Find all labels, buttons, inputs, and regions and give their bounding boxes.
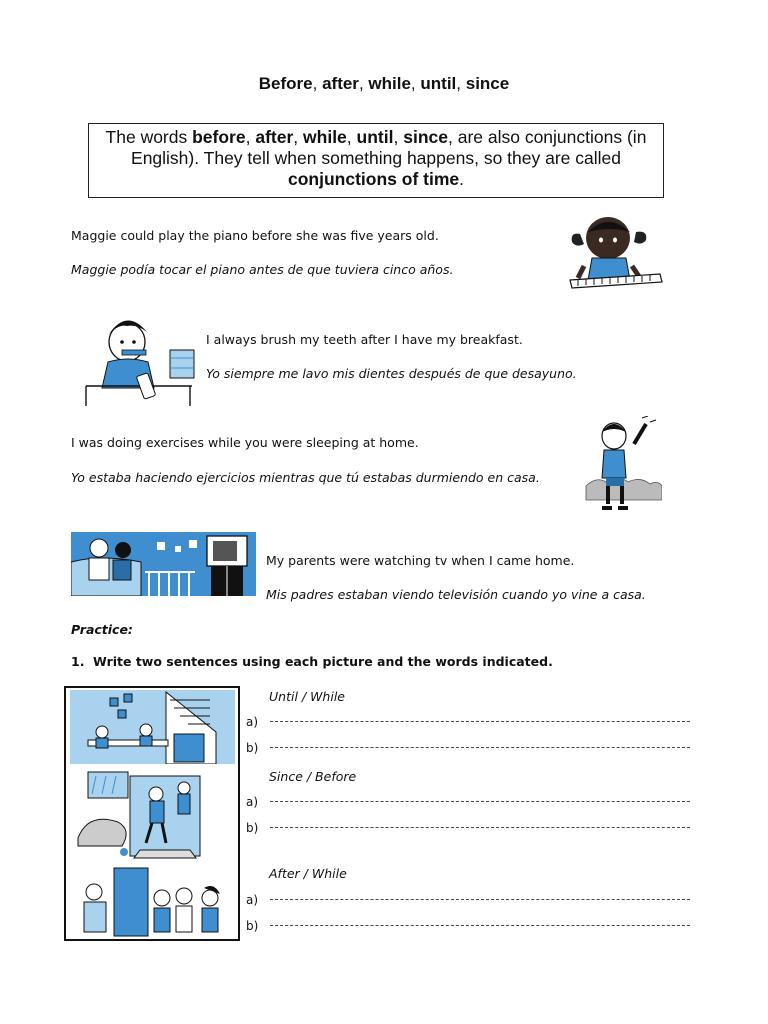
page-title [0, 74, 768, 94]
example-3-spanish: Yo estaba haciendo ejercicios mientras que tú estabas durmiendo en casa. [71, 470, 540, 485]
intro-word-while: while [303, 127, 347, 147]
title-word-until: until [420, 74, 457, 93]
exercise-1-b-letter: b) [246, 741, 259, 755]
title-word-before: Before [258, 74, 313, 93]
exercise-3-label: After / While [269, 866, 347, 881]
parents-watching-tv-illustration [71, 532, 256, 596]
kids-at-table-illustration [70, 690, 235, 764]
intro-comma: , [393, 127, 399, 147]
intro-word-before: before [192, 127, 246, 147]
practice-instruction-number: 1. [71, 654, 85, 669]
title-comma: , [410, 74, 416, 93]
boys-at-door-illustration [70, 768, 235, 862]
intro-word-after: after [255, 127, 294, 147]
exercise-3-a-answer-line[interactable] [270, 899, 690, 900]
exercise-3-b-answer-line[interactable] [270, 925, 690, 926]
girl-piano-illustration [566, 208, 664, 292]
intro-phrase-conjunctions-of-time: conjunctions of time [288, 169, 460, 189]
intro-comma: , [293, 127, 299, 147]
intro-comma: , [346, 127, 352, 147]
example-4-spanish: Mis padres estaban viendo televisión cuando yo vine a casa. [266, 587, 646, 602]
intro-text: , are also conjunctions (in English). They tell when something happens, so they are called [131, 127, 647, 168]
example-1-spanish: Maggie podía tocar el piano antes de que tuviera cinco años. [71, 262, 454, 277]
exercise-2-a-letter: a) [246, 795, 259, 809]
intro-text: The words [105, 127, 193, 147]
exercise-1-b-answer-line[interactable] [270, 747, 690, 748]
exercise-1-a-letter: a) [246, 715, 259, 729]
example-2-spanish: Yo siempre me lavo mis dientes después de que desayuno. [206, 366, 577, 381]
title-word-while: while [368, 74, 411, 93]
intro-word-since: since [403, 127, 448, 147]
title-comma: , [456, 74, 462, 93]
example-2-english: I always brush my teeth after I have my breakfast. [206, 332, 523, 347]
practice-instruction: Write two sentences using each picture and the words indicated. [93, 654, 553, 669]
exercise-2-b-answer-line[interactable] [270, 827, 690, 828]
intro-period: . [459, 169, 464, 189]
example-4-english: My parents were watching tv when I came home. [266, 553, 575, 568]
practice-heading: Practice: [71, 622, 133, 637]
example-1-english: Maggie could play the piano before she was five years old. [71, 228, 439, 243]
title-word-after: after [322, 74, 359, 93]
kids-greeting-illustration [70, 866, 235, 938]
exercise-2-a-answer-line[interactable] [270, 801, 690, 802]
title-comma: , [312, 74, 318, 93]
exercise-1-a-answer-line[interactable] [270, 721, 690, 722]
example-3-english: I was doing exercises while you were sleeping at home. [71, 435, 419, 450]
exercise-3-a-letter: a) [246, 893, 259, 907]
boy-exercising-illustration [584, 416, 662, 516]
exercise-2-b-letter: b) [246, 821, 259, 835]
intro-comma: , [245, 127, 251, 147]
exercise-3-b-letter: b) [246, 919, 259, 933]
title-comma: , [358, 74, 364, 93]
exercise-1-label: Until / While [269, 689, 345, 704]
exercise-2-label: Since / Before [269, 769, 357, 784]
intro-box [88, 123, 664, 198]
intro-word-until: until [356, 127, 394, 147]
boy-brushing-teeth-illustration [82, 312, 197, 408]
title-word-since: since [465, 74, 510, 93]
